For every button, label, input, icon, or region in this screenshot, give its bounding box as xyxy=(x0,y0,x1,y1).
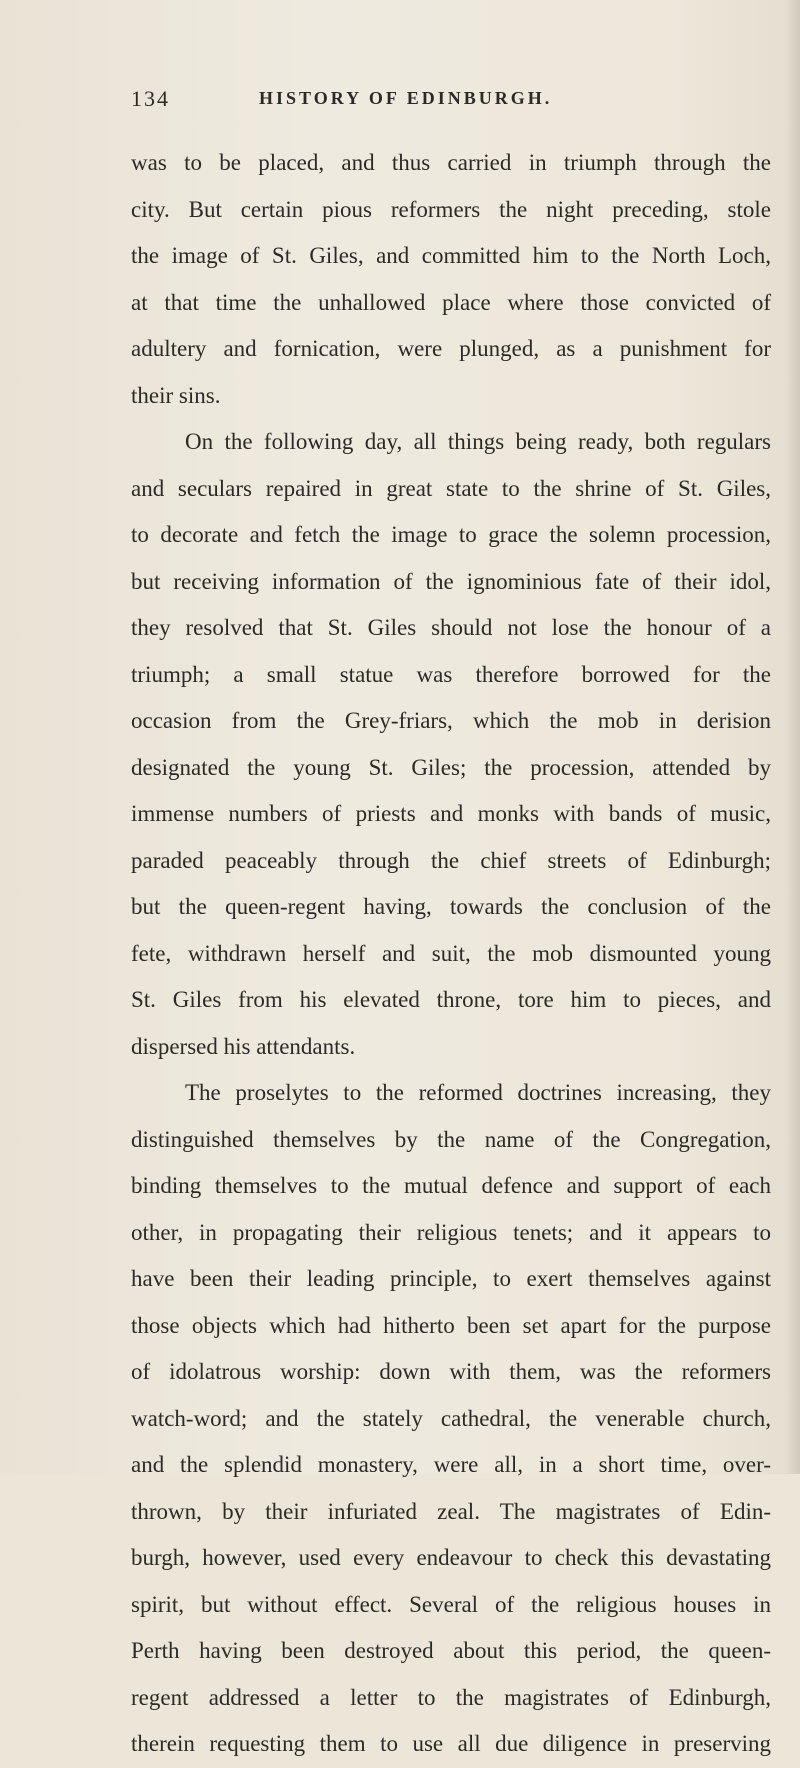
text-line: distinguished themselves by the name of the Congregation, xyxy=(131,1126,771,1152)
text-line: adultery and fornication, were plunged, as a punishment for xyxy=(131,336,771,361)
running-head xyxy=(131,86,771,116)
text-line: and the splendid monastery, were all, in a short time, over- xyxy=(131,1452,771,1477)
text-line: watch-word; and the stately cathedral, the venerable church, xyxy=(131,1405,771,1431)
text-line: of idolatrous worship: down with them, was the reformers xyxy=(131,1359,771,1384)
page-edge-shadow xyxy=(786,0,800,1474)
text-line: paraded peaceably through the chief streets of Edinburgh; xyxy=(131,847,771,873)
text-line: Perth having been destroyed about this period, the queen- xyxy=(131,1638,771,1663)
text-line: therein requesting them to use all due diligence in preserving xyxy=(131,1731,771,1756)
text-line: the image of St. Giles, and committed him to the North Loch, xyxy=(131,243,771,268)
text-line: binding themselves to the mutual defence and support of each xyxy=(131,1173,771,1198)
text-line: thrown, by their infuriated zeal. The magistrates of Edin- xyxy=(131,1498,771,1524)
running-title: HISTORY OF EDINBURGH. xyxy=(259,88,553,108)
text-line: triumph; a small statue was therefore borrowed for the xyxy=(131,661,771,687)
text-line: those objects which had hitherto been set apart for the purpose xyxy=(131,1312,771,1338)
text-line: immense numbers of priests and monks with bands of music, xyxy=(131,801,771,826)
text-line: they resolved that St. Giles should not lose the honour of a xyxy=(131,615,771,640)
text-line: was to be placed, and thus carried in triumph through the xyxy=(131,150,771,175)
text-line: regent addressed a letter to the magistrates of Edinburgh, xyxy=(131,1684,771,1710)
text-line: dispersed his attendants. xyxy=(131,1033,356,1059)
text-line: other, in propagating their religious tenets; and it appears to xyxy=(131,1219,771,1245)
text-line: at that time the unhallowed place where those convicted of xyxy=(131,289,771,315)
text-line: their sins. xyxy=(131,382,221,408)
text-line: designated the young St. Giles; the procession, attended by xyxy=(131,754,771,780)
text-line: and seculars repaired in great state to the shrine of St. Giles, xyxy=(131,475,771,501)
text-line: The proselytes to the reformed doctrines increasing, they xyxy=(185,1080,771,1105)
text-line: but receiving information of the ignominious fate of their idol, xyxy=(131,568,771,594)
text-line: burgh, however, used every endeavour to check this devastating xyxy=(131,1545,771,1570)
text-line: to decorate and fetch the image to grace the solemn procession, xyxy=(131,522,771,547)
text-line: occasion from the Grey-friars, which the mob in derision xyxy=(131,708,771,733)
text-line: On the following day, all things being ready, both regulars xyxy=(185,429,771,454)
text-line: have been their leading principle, to exert themselves against xyxy=(131,1266,771,1291)
text-line: spirit, but without effect. Several of the religious houses in xyxy=(131,1591,771,1617)
text-line: but the queen-regent having, towards the conclusion of the xyxy=(131,894,771,919)
text-line: city. But certain pious reformers the night preceding, stole xyxy=(131,196,771,222)
text-line: fete, withdrawn herself and suit, the mob dismounted young xyxy=(131,940,771,966)
page-number: 134 xyxy=(131,86,170,111)
body-text xyxy=(131,140,771,1768)
text-line: St. Giles from his elevated throne, tore him to pieces, and xyxy=(131,987,771,1012)
